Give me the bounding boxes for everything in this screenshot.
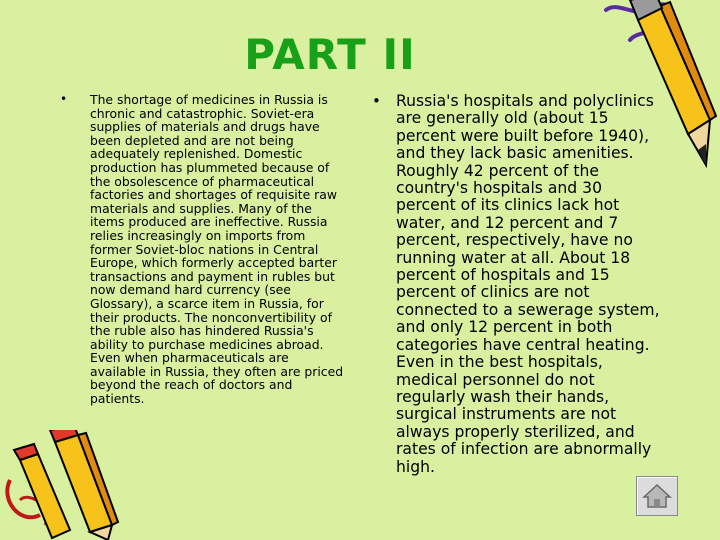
home-icon xyxy=(637,477,677,515)
bullet-item xyxy=(60,93,345,406)
left-column xyxy=(60,93,345,406)
pencil-icon xyxy=(598,0,720,180)
slide-title: PART II xyxy=(244,30,416,79)
pencils-icon xyxy=(0,430,140,540)
bullet-text: Russia's hospitals and polyclinics are generally old (about 15 percent were built before 1940), and they lack basic amenities. Roughly 42 percent of the country's hospitals and 30 percent of its clinics lack hot water, and 12 percent and 7 percent, respectively, have no running water at all. About 18 percent of hospitals and 15 percent of clinics are not connected to a sewerage system, and only 12 percent in both categories have central heating. Even in the best hospitals, medical personnel do not regularly wash their hands, surgical instruments are not always properly sterilized, and rates of infection are abnormally high. xyxy=(396,92,660,476)
bullet-text: The shortage of medicines in Russia is chronic and catastrophic. Soviet-era supplies of materials and drugs have been depleted and are not being adequately replenished. Domestic production has plummeted because of the obsolescence of pharmaceutical factories and shortages of requisite raw materials and supplies. Many of the items produced are ineffective. Russia relies increasingly on imports from former Soviet-bloc nations in Central Europe, which formerly accepted barter transactions and payment in rubles but now demand hard currency (see Glossary), a scarce item in Russia, for their products. The nonconvertibility of the ruble also has hindered Russia's ability to purchase medicines abroad. Even when pharmaceuticals are available in Russia, they often are priced beyond the reach of doctors and patients. xyxy=(90,92,344,407)
home-button[interactable] xyxy=(636,476,678,516)
bullet-marker: • xyxy=(372,92,381,110)
bullet-marker: • xyxy=(60,92,68,106)
